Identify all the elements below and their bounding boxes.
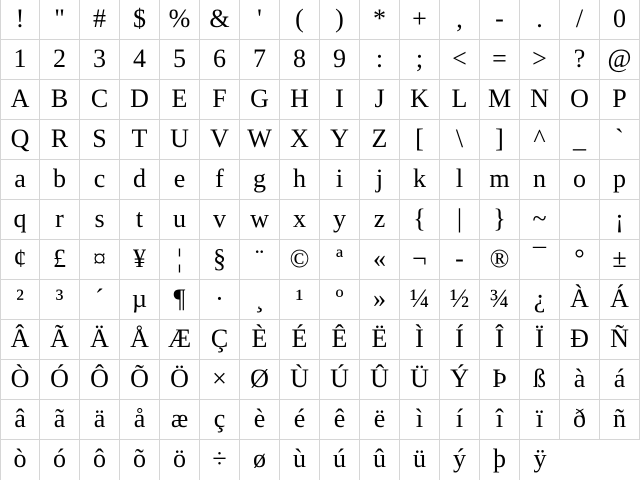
- glyph-cell[interactable]: °: [560, 240, 600, 280]
- glyph-cell[interactable]: Å: [120, 320, 160, 360]
- glyph-cell[interactable]: é: [280, 400, 320, 440]
- glyph-cell[interactable]: Ó: [40, 360, 80, 400]
- glyph-cell[interactable]: w: [240, 200, 280, 240]
- glyph-cell[interactable]: n: [520, 160, 560, 200]
- glyph-cell[interactable]: N: [520, 80, 560, 120]
- glyph-cell[interactable]: +: [400, 0, 440, 40]
- glyph-cell[interactable]: P: [600, 80, 640, 120]
- glyph-cell[interactable]: ¨: [240, 240, 280, 280]
- glyph-cell[interactable]: I: [320, 80, 360, 120]
- glyph-cell[interactable]: £: [40, 240, 80, 280]
- glyph-cell[interactable]: T: [120, 120, 160, 160]
- glyph-cell[interactable]: ù: [280, 440, 320, 480]
- glyph-cell[interactable]: o: [560, 160, 600, 200]
- glyph-cell[interactable]: &: [200, 0, 240, 40]
- glyph-cell[interactable]: û: [360, 440, 400, 480]
- glyph-cell[interactable]: þ: [480, 440, 520, 480]
- glyph-cell[interactable]: ð: [560, 400, 600, 440]
- glyph-cell[interactable]: h: [280, 160, 320, 200]
- glyph-cell[interactable]: æ: [160, 400, 200, 440]
- empty-cell: [560, 440, 600, 480]
- glyph-cell[interactable]: ³: [40, 280, 80, 320]
- glyph-cell[interactable]: 1: [0, 40, 40, 80]
- glyph-cell[interactable]: ¼: [400, 280, 440, 320]
- glyph-cell[interactable]: 4: [120, 40, 160, 80]
- glyph-cell[interactable]: Ö: [160, 360, 200, 400]
- glyph-cell[interactable]: ì: [400, 400, 440, 440]
- glyph-cell[interactable]: ú: [320, 440, 360, 480]
- glyph-cell[interactable]: H: [280, 80, 320, 120]
- glyph-cell[interactable]: »: [360, 280, 400, 320]
- glyph-cell[interactable]: $: [120, 0, 160, 40]
- glyph-cell[interactable]: 9: [320, 40, 360, 80]
- glyph-cell[interactable]: v: [200, 200, 240, 240]
- glyph-cell[interactable]: õ: [120, 440, 160, 480]
- glyph-cell[interactable]: Á: [600, 280, 640, 320]
- glyph-cell[interactable]: ¶: [160, 280, 200, 320]
- glyph-cell[interactable]: ö: [160, 440, 200, 480]
- glyph-cell[interactable]: c: [80, 160, 120, 200]
- glyph-cell[interactable]: ": [40, 0, 80, 40]
- glyph-cell[interactable]: ¬: [400, 240, 440, 280]
- glyph-cell[interactable]: ê: [320, 400, 360, 440]
- glyph-cell[interactable]: ÿ: [533, 444, 547, 473]
- glyph-cell[interactable]: 6: [200, 40, 240, 80]
- glyph-cell[interactable]: p: [600, 160, 640, 200]
- glyph-cell[interactable]: d: [120, 160, 160, 200]
- glyph-cell[interactable]: ª: [320, 240, 360, 280]
- glyph-cell[interactable]: Ä: [80, 320, 120, 360]
- glyph-cell[interactable]: ë: [360, 400, 400, 440]
- glyph-cell[interactable]: Q: [0, 120, 40, 160]
- glyph-cell[interactable]: Ð: [560, 320, 600, 360]
- glyph-cell[interactable]: `: [600, 120, 640, 160]
- glyph-cell[interactable]: /: [560, 0, 600, 40]
- glyph-cell[interactable]: È: [240, 320, 280, 360]
- glyph-cell[interactable]: ²: [0, 280, 40, 320]
- glyph-cell[interactable]: _: [560, 120, 600, 160]
- glyph-cell[interactable]: =: [480, 40, 520, 80]
- glyph-cell[interactable]: «: [360, 240, 400, 280]
- glyph-cell[interactable]: E: [160, 80, 200, 120]
- glyph-cell[interactable]: µ: [120, 280, 160, 320]
- glyph-cell[interactable]: A: [0, 80, 40, 120]
- glyph-cell[interactable]: W: [240, 120, 280, 160]
- glyph-cell[interactable]: Â: [0, 320, 40, 360]
- glyph-cell[interactable]: ¤: [80, 240, 120, 280]
- empty-cell: [600, 440, 640, 480]
- glyph-cell[interactable]: Ç: [200, 320, 240, 360]
- glyph-cell[interactable]: *: [360, 0, 400, 40]
- glyph-cell[interactable]: ó: [40, 440, 80, 480]
- glyph-cell[interactable]: ï: [520, 400, 560, 440]
- glyph-cell[interactable]: @: [600, 40, 640, 80]
- glyph-cell[interactable]: (: [280, 0, 320, 40]
- glyph-cell[interactable]: ¸: [240, 280, 280, 320]
- glyph-cell[interactable]: Ã: [40, 320, 80, 360]
- glyph-cell[interactable]: S: [80, 120, 120, 160]
- glyph-cell[interactable]: Ù: [280, 360, 320, 400]
- glyph-cell[interactable]: ò: [0, 440, 40, 480]
- glyph-cell[interactable]: %: [160, 0, 200, 40]
- glyph-cell[interactable]: À: [560, 280, 600, 320]
- glyph-cell[interactable]: L: [440, 80, 480, 120]
- glyph-cell[interactable]: !: [0, 0, 40, 40]
- glyph-cell[interactable]: q: [0, 200, 40, 240]
- glyph-cell[interactable]: 8: [280, 40, 320, 80]
- glyph-cell[interactable]: k: [400, 160, 440, 200]
- glyph-cell[interactable]: î: [480, 400, 520, 440]
- glyph-cell[interactable]: É: [280, 320, 320, 360]
- glyph-cell[interactable]: G: [240, 80, 280, 120]
- glyph-cell[interactable]: 3: [80, 40, 120, 80]
- glyph-cell[interactable]: ¢: [0, 240, 40, 280]
- glyph-cell[interactable]: â: [0, 400, 40, 440]
- glyph-cell[interactable]: z: [360, 200, 400, 240]
- glyph-cell[interactable]: |: [440, 200, 480, 240]
- glyph-cell[interactable]: ô: [80, 440, 120, 480]
- glyph-cell[interactable]: B: [40, 80, 80, 120]
- glyph-cell[interactable]: #: [80, 0, 120, 40]
- glyph-cell[interactable]: ': [240, 0, 280, 40]
- glyph-cell[interactable]: à: [560, 360, 600, 400]
- glyph-cell[interactable]: .: [520, 0, 560, 40]
- glyph-cell[interactable]: Ñ: [600, 320, 640, 360]
- glyph-cell[interactable]: ý: [440, 440, 480, 480]
- glyph-cell[interactable]: \: [440, 120, 480, 160]
- glyph-cell[interactable]: -: [440, 240, 480, 280]
- glyph-cell[interactable]: j: [360, 160, 400, 200]
- glyph-cell[interactable]: U: [160, 120, 200, 160]
- glyph-cell[interactable]: 0: [600, 0, 640, 40]
- glyph-cell[interactable]: ;: [400, 40, 440, 80]
- glyph-cell[interactable]: ?: [560, 40, 600, 80]
- glyph-cell[interactable]: J: [360, 80, 400, 120]
- glyph-cell[interactable]: ¿: [520, 280, 560, 320]
- glyph-cell[interactable]: ü: [400, 440, 440, 480]
- glyph-cell[interactable]: Ú: [320, 360, 360, 400]
- glyph-cell[interactable]: b: [40, 160, 80, 200]
- glyph-cell[interactable]: Ì: [400, 320, 440, 360]
- glyph-cell[interactable]: K: [400, 80, 440, 120]
- glyph-cell[interactable]: ´: [80, 280, 120, 320]
- glyph-cell[interactable]: §: [200, 240, 240, 280]
- glyph-cell[interactable]: ~: [520, 200, 560, 240]
- glyph-cell[interactable]: F: [200, 80, 240, 120]
- glyph-cell[interactable]: [: [400, 120, 440, 160]
- glyph-cell[interactable]: i: [320, 160, 360, 200]
- glyph-cell[interactable]: ã: [40, 400, 80, 440]
- glyph-cell[interactable]: ]: [480, 120, 520, 160]
- glyph-cell[interactable]: 2: [40, 40, 80, 80]
- glyph-cell[interactable]: Õ: [120, 360, 160, 400]
- glyph-cell[interactable]: ç: [200, 400, 240, 440]
- glyph-cell[interactable]: ¯: [520, 240, 560, 280]
- glyph-cell[interactable]: í: [440, 400, 480, 440]
- glyph-cell[interactable]: e: [160, 160, 200, 200]
- glyph-cell[interactable]: è: [240, 400, 280, 440]
- glyph-cell[interactable]: Û: [360, 360, 400, 400]
- glyph-cell[interactable]: Þ: [480, 360, 520, 400]
- glyph-cell[interactable]: :: [360, 40, 400, 80]
- glyph-cell[interactable]: ø: [240, 440, 280, 480]
- glyph-cell[interactable]: Ô: [80, 360, 120, 400]
- glyph-cell[interactable]: M: [480, 80, 520, 120]
- glyph-cell[interactable]: Ò: [0, 360, 40, 400]
- glyph-cell[interactable]: ): [320, 0, 360, 40]
- glyph-cell[interactable]: ®: [480, 240, 520, 280]
- glyph-cell[interactable]: ¡: [600, 200, 640, 240]
- glyph-cell[interactable]: R: [40, 120, 80, 160]
- glyph-cell[interactable]: ×: [200, 360, 240, 400]
- glyph-cell[interactable]: f: [200, 160, 240, 200]
- glyph-cell[interactable]: ^: [520, 120, 560, 160]
- glyph-cell[interactable]: <: [440, 40, 480, 80]
- glyph-cell[interactable]: å: [120, 400, 160, 440]
- glyph-cell[interactable]: a: [0, 160, 40, 200]
- glyph-cell[interactable]: {: [400, 200, 440, 240]
- glyph-cell[interactable]: ¦: [160, 240, 200, 280]
- glyph-cell[interactable]: ¥: [120, 240, 160, 280]
- glyph-cell[interactable]: }: [480, 200, 520, 240]
- glyph-cell[interactable]: ¹: [280, 280, 320, 320]
- glyph-cell[interactable]: Ý: [440, 360, 480, 400]
- glyph-cell[interactable]: ,: [440, 0, 480, 40]
- glyph-cell[interactable]: g: [240, 160, 280, 200]
- glyph-cell[interactable]: á: [600, 360, 640, 400]
- glyph-cell[interactable]: D: [120, 80, 160, 120]
- glyph-cell[interactable]: º: [320, 280, 360, 320]
- glyph-cell[interactable]: ¾: [480, 280, 520, 320]
- glyph-cell[interactable]: ß: [520, 360, 560, 400]
- glyph-cell[interactable]: ©: [280, 240, 320, 280]
- glyph-cell[interactable]: r: [40, 200, 80, 240]
- glyph-cell[interactable]: s: [80, 200, 120, 240]
- glyph-cell[interactable]: C: [80, 80, 120, 120]
- glyph-cell[interactable]: Ë: [360, 320, 400, 360]
- glyph-cell[interactable]: ·: [200, 280, 240, 320]
- glyph-cell[interactable]: ÷: [200, 440, 240, 480]
- glyph-cell[interactable]: y: [320, 200, 360, 240]
- blank-glyph-slot: [560, 200, 600, 240]
- glyph-cell[interactable]: 7: [240, 40, 280, 80]
- glyph-cell[interactable]: Y: [320, 120, 360, 160]
- glyph-cell[interactable]: V: [200, 120, 240, 160]
- glyph-cell[interactable]: ½: [440, 280, 480, 320]
- glyph-cell[interactable]: m: [480, 160, 520, 200]
- glyph-cell[interactable]: Ï: [520, 320, 560, 360]
- glyph-cell[interactable]: ±: [600, 240, 640, 280]
- glyph-cell[interactable]: Ê: [320, 320, 360, 360]
- glyph-cell[interactable]: >: [520, 40, 560, 80]
- glyph-cell[interactable]: t: [120, 200, 160, 240]
- glyph-cell[interactable]: X: [280, 120, 320, 160]
- glyph-cell[interactable]: 5: [160, 40, 200, 80]
- glyph-cell[interactable]: Ø: [240, 360, 280, 400]
- glyph-cell[interactable]: x: [280, 200, 320, 240]
- glyph-cell[interactable]: u: [160, 200, 200, 240]
- glyph-cell[interactable]: ä: [80, 400, 120, 440]
- glyph-cell[interactable]: O: [560, 80, 600, 120]
- glyph-cell[interactable]: Í: [440, 320, 480, 360]
- glyph-cell[interactable]: ñ: [600, 400, 640, 440]
- glyph-cell[interactable]: Z: [360, 120, 400, 160]
- glyph-cell[interactable]: Ü: [400, 360, 440, 400]
- glyph-cell[interactable]: Æ: [160, 320, 200, 360]
- glyph-cell[interactable]: Î: [480, 320, 520, 360]
- glyph-cell[interactable]: -: [480, 0, 520, 40]
- glyph-cell[interactable]: l: [440, 160, 480, 200]
